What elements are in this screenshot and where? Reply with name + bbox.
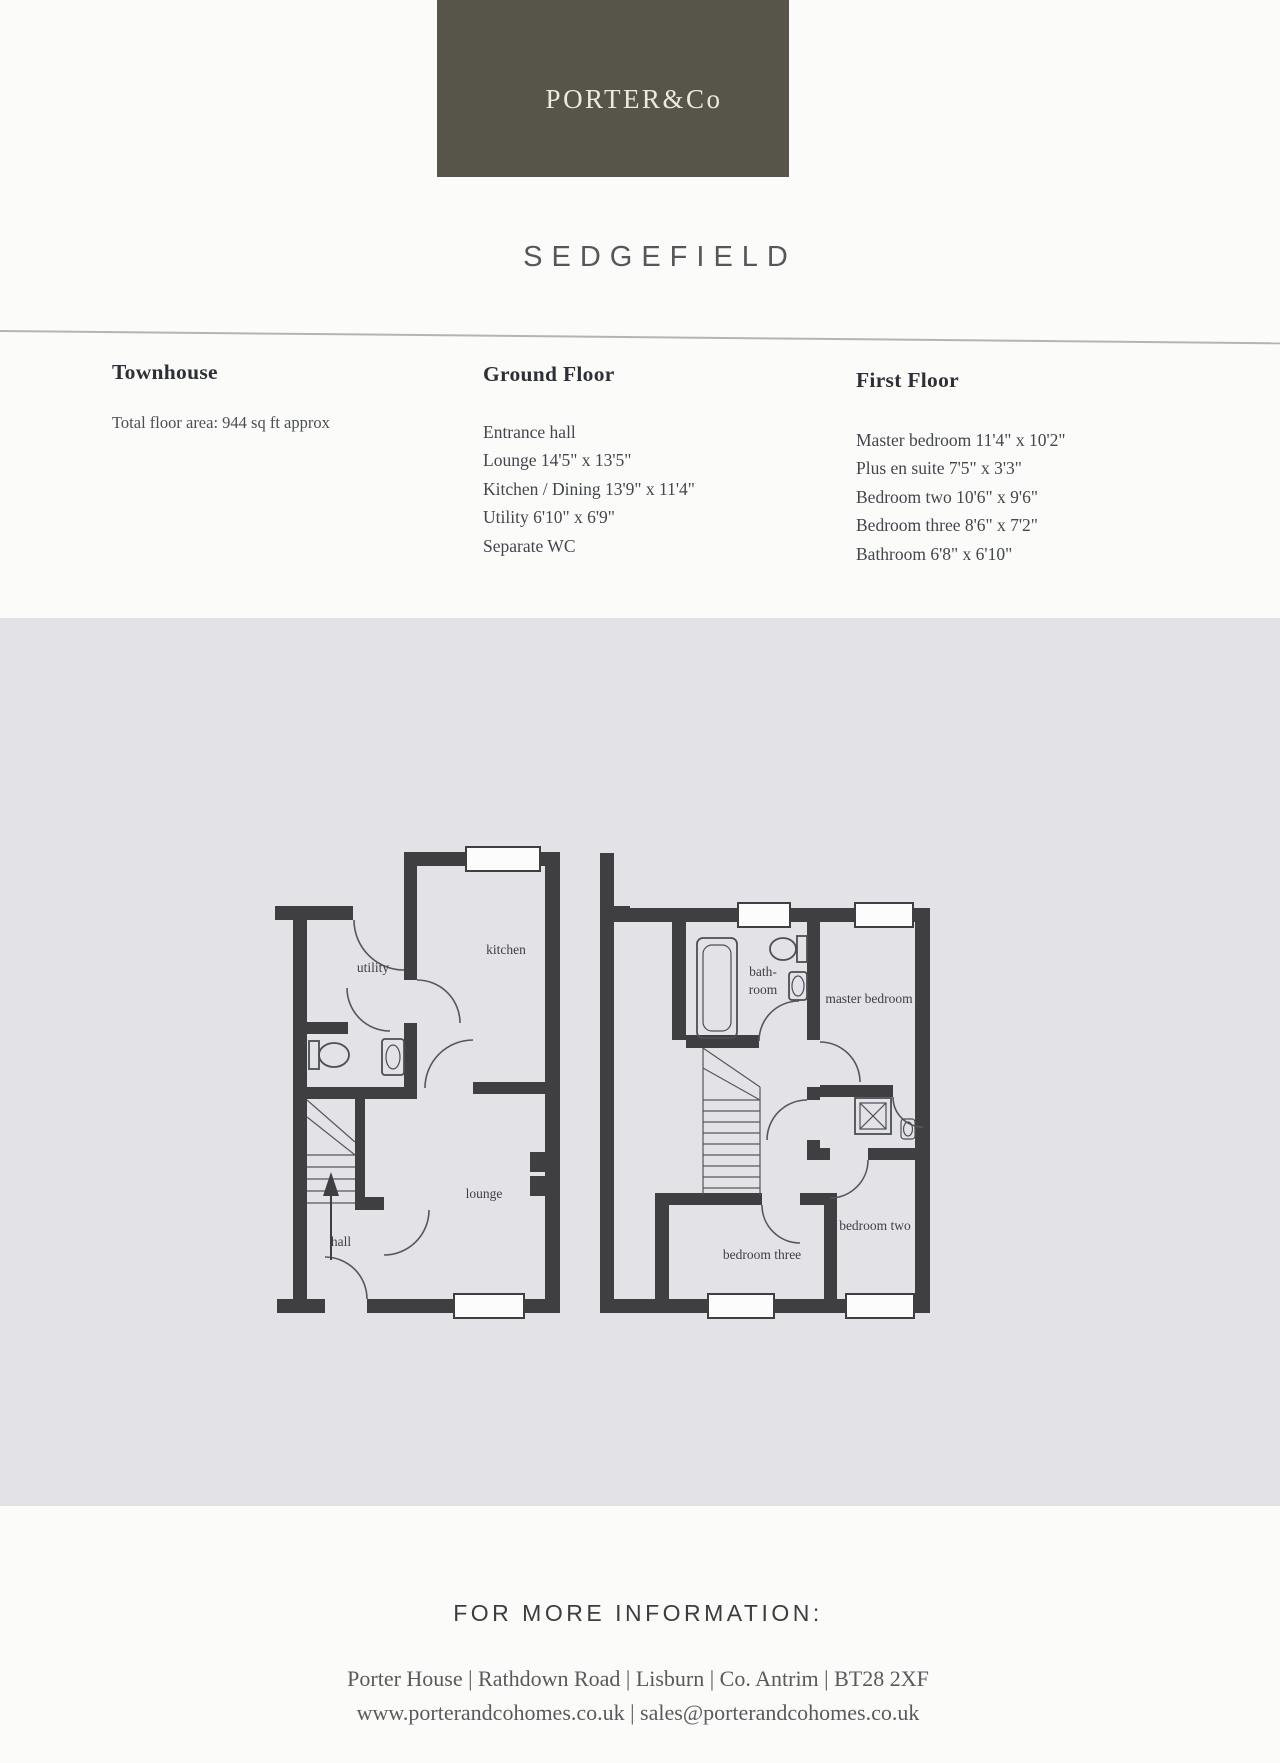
ensuite-basin [901,1119,915,1139]
room-label-bathroom-2: room [748,982,778,997]
wc-toilet [309,1041,349,1069]
list-item: Master bedroom 11'4" x 10'2" [856,430,1066,450]
list-item: Utility 6'10" x 6'9" [483,507,615,528]
ground-floor-fixtures [309,1039,404,1075]
bathroom-toilet [770,936,807,962]
page-title: SEDGEFIELD [523,241,797,273]
room-label-master-bedroom: master bedroom [825,991,913,1006]
list-item: Plus en suite 7'5" x 3'3" [856,458,1022,479]
ensuite-shower [855,1098,891,1134]
kitchen-window [466,847,540,871]
list-item: Lounge 14'5" x 13'5" [483,450,632,471]
lounge-window [454,1294,524,1318]
list-item: Bedroom two 10'6" x 9'6" [856,486,1038,507]
ground-floor-plan [244,842,574,1320]
list-item: Entrance hall [483,422,576,442]
room-label-bathroom-1: bath- [749,964,777,979]
first-floor-heading: First Floor [856,368,959,392]
total-floor-area: Total floor area: 944 sq ft approx [112,413,330,432]
ground-floor-list [483,418,695,560]
room-label-lounge: lounge [465,1186,503,1201]
room-label-hall: hall [330,1234,352,1249]
bathroom-window [738,903,790,927]
room-label-bedroom-two: bedroom two [839,1218,911,1233]
ground-floor-heading: Ground Floor [483,362,615,386]
first-floor-fixtures [697,936,915,1139]
bedroom-three-window [708,1294,774,1318]
bathroom-basin [789,972,807,1000]
brand-logo-box [437,0,789,177]
room-label-utility: utility [356,960,390,975]
horizontal-divider [0,330,1280,344]
bathtub [697,938,737,1038]
room-label-bedroom-three: bedroom three [722,1247,802,1262]
bedroom-two-window [846,1294,914,1318]
footer-contacts: www.porterandcohomes.co.uk | sales@porterandcohomes.co.uk [356,1700,920,1725]
footer-heading: FOR MORE INFORMATION: [453,1600,823,1626]
floorplan-panel [0,618,1280,1506]
brand-logo-text: PORTER&Co [545,84,723,114]
footer-address: Porter House | Rathdown Road | Lisburn | Co. Antrim | BT28 2XF [347,1666,929,1691]
master-bedroom-window [855,903,913,927]
first-floor-stairs [703,1048,760,1195]
ground-floor-walls [275,852,560,1313]
first-floor-plan [597,842,930,1320]
townhouse-heading: Townhouse [112,360,218,384]
list-item: Bathroom 6'8" x 6'10" [856,543,1013,564]
list-item: Kitchen / Dining 13'9" x 11'4" [483,478,695,499]
first-floor-list [856,426,1066,568]
room-label-kitchen: kitchen [486,942,526,957]
list-item: Bedroom three 8'6" x 7'2" [856,515,1038,536]
wc-basin [382,1039,404,1075]
first-floor-doors [759,1001,923,1243]
list-item: Separate WC [483,535,576,556]
